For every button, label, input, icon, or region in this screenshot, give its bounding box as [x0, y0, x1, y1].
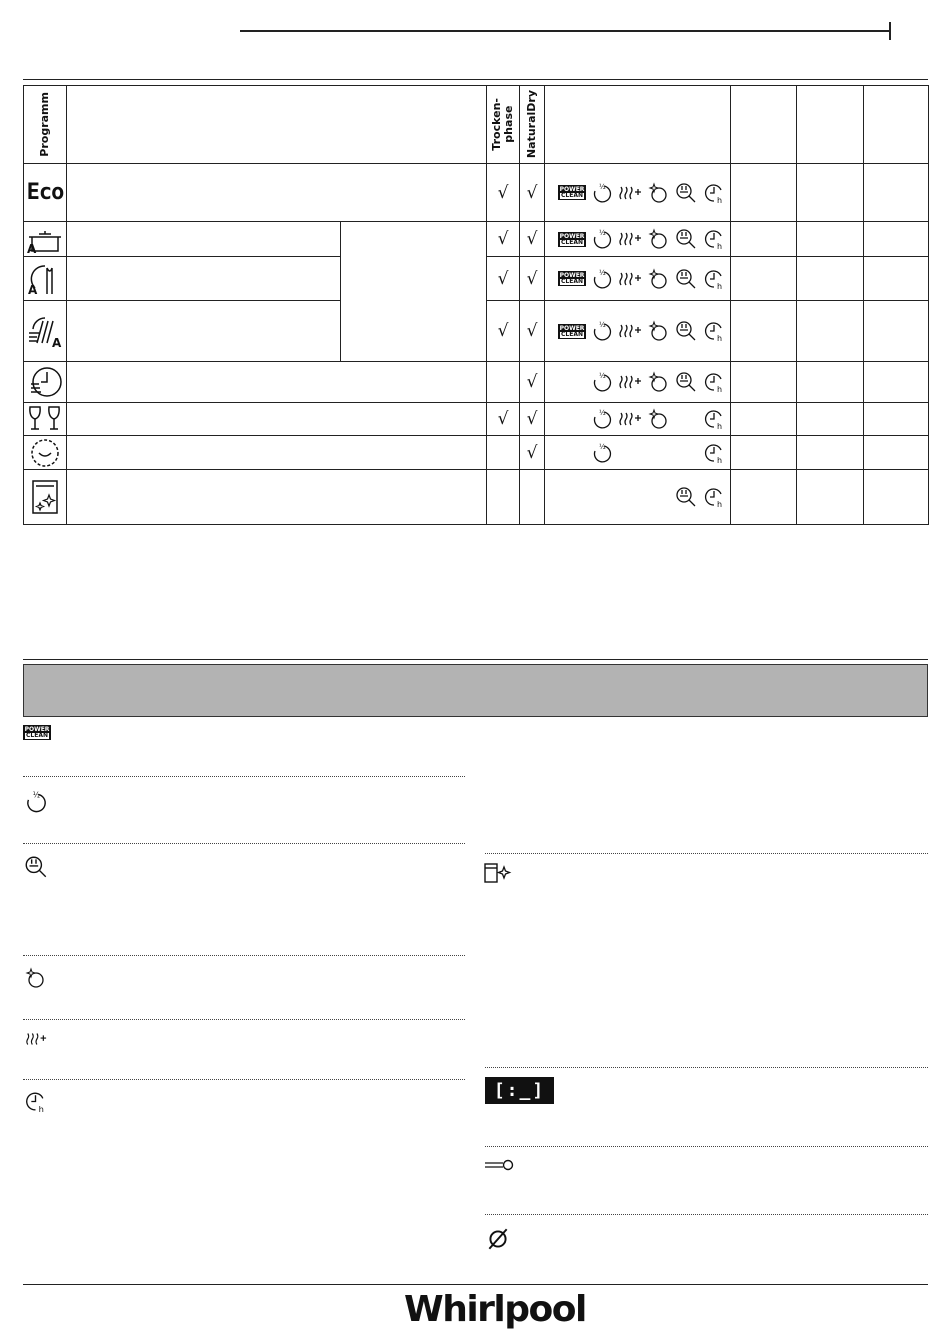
options-cell [545, 485, 730, 509]
svg-text:h: h [717, 195, 723, 205]
multizone-icon [674, 370, 698, 394]
svg-text:A: A [52, 336, 62, 349]
naturaldry-cell: √ [520, 257, 545, 301]
options-cell [545, 407, 730, 431]
svg-text:h: h [717, 385, 723, 394]
drying-cell: √ [487, 164, 520, 222]
half-load-icon [590, 267, 614, 291]
half-load-icon [590, 441, 614, 465]
svg-text:h: h [717, 281, 723, 291]
multizone-icon [674, 319, 698, 343]
self-clean-icon [484, 862, 512, 884]
plate-cutlery-a-icon [25, 260, 65, 298]
drying-cell [487, 362, 520, 403]
naturaldry-cell: √ [520, 436, 545, 470]
naturaldry-cell: √ [520, 301, 545, 362]
drying-cell [487, 436, 520, 470]
drying-cell: √ [487, 301, 520, 362]
options-cell [545, 227, 730, 251]
glasses-icon [25, 404, 65, 434]
dishes-a-icon [25, 313, 65, 349]
power-clean-icon: POWER CLEAN [24, 726, 50, 739]
divider [485, 1214, 928, 1215]
naturaldry-cell: √ [520, 164, 545, 222]
divider [485, 1067, 928, 1068]
no-symbol-icon [485, 1226, 511, 1252]
delay-icon [702, 319, 726, 343]
svg-text:½: ½ [32, 790, 41, 800]
sanitize-icon [646, 407, 670, 431]
multizone-icon [674, 181, 698, 205]
svg-text:h: h [717, 334, 723, 343]
program-table [23, 85, 929, 525]
half-load-icon [590, 319, 614, 343]
key-icon [484, 1158, 514, 1172]
divider [23, 1019, 465, 1020]
power-clean-icon: POWER CLEAN [559, 324, 585, 338]
table-row [24, 470, 929, 525]
half-load-icon [590, 181, 614, 205]
column-drying: Trocken- phase [490, 98, 515, 151]
table-top-rule [23, 79, 928, 80]
half-load-icon [590, 407, 614, 431]
extra-dry-icon [618, 267, 642, 291]
naturaldry-cell: √ [520, 362, 545, 403]
multizone-icon [674, 485, 698, 509]
svg-text:½: ½ [599, 442, 606, 451]
table-row [24, 403, 929, 436]
sanitize-icon [23, 966, 47, 990]
drying-cell: √ [487, 222, 520, 257]
delay-icon [702, 181, 726, 205]
naturaldry-cell [520, 470, 545, 525]
sanitize-icon [646, 181, 670, 205]
svg-text:h: h [717, 422, 723, 431]
delay-icon [702, 407, 726, 431]
drying-cell [487, 470, 520, 525]
table-row [24, 436, 929, 470]
divider [23, 1079, 465, 1080]
power-clean-icon: POWER CLEAN [559, 232, 585, 246]
drying-cell: √ [487, 257, 520, 301]
half-load-icon [590, 370, 614, 394]
options-cell [545, 267, 730, 291]
table-row [24, 164, 929, 222]
svg-text:½: ½ [599, 229, 606, 237]
extra-dry-icon [618, 181, 642, 205]
pot-a-icon [25, 223, 65, 255]
divider [485, 1146, 928, 1147]
delay-icon [702, 441, 726, 465]
multizone-icon [674, 227, 698, 251]
delay-icon [702, 485, 726, 509]
options-header-bar [23, 664, 928, 717]
drying-cell: √ [487, 403, 520, 436]
sanitize-icon [646, 227, 670, 251]
sanitize-icon [646, 319, 670, 343]
svg-text:½: ½ [599, 321, 606, 329]
naturaldry-cell: √ [520, 222, 545, 257]
svg-text:½: ½ [599, 409, 606, 417]
eco-icon: Eco [26, 180, 64, 205]
section-rule [23, 659, 928, 660]
delay-icon [702, 267, 726, 291]
svg-text:h: h [717, 455, 723, 465]
table-row [24, 362, 929, 403]
divider [23, 955, 465, 956]
delay-icon [702, 370, 726, 394]
svg-text:½: ½ [599, 182, 606, 191]
power-clean-icon: POWER CLEAN [559, 272, 585, 285]
divider [485, 853, 928, 854]
top-rule-end [889, 22, 891, 40]
divider [23, 843, 465, 844]
extra-dry-icon [618, 370, 642, 394]
half-load-icon [23, 789, 49, 815]
column-naturaldry: NaturalDry [525, 90, 538, 159]
options-cell [545, 319, 730, 343]
extra-dry-icon [618, 227, 642, 251]
options-cell [545, 441, 730, 465]
display-icon: [:_] [485, 1077, 554, 1104]
naturaldry-cell: √ [520, 403, 545, 436]
svg-text:½: ½ [599, 268, 606, 277]
extra-dry-icon [22, 1028, 50, 1050]
sanitize-icon [646, 370, 670, 394]
svg-text:A: A [28, 282, 38, 297]
extra-dry-icon [618, 319, 642, 343]
svg-text:½: ½ [599, 372, 606, 380]
top-rule [240, 30, 890, 32]
power-clean-icon: POWER CLEAN [559, 186, 585, 199]
svg-text:h: h [717, 500, 723, 509]
delay-icon [23, 1089, 48, 1114]
extra-dry-icon [618, 407, 642, 431]
sanitize-icon [646, 267, 670, 291]
svg-text:h: h [717, 242, 723, 251]
rinse-icon [25, 437, 65, 469]
multizone-icon [674, 267, 698, 291]
self-clean-icon [25, 475, 65, 519]
svg-text:h: h [38, 1103, 44, 1114]
quick-plate-icon [25, 364, 65, 400]
options-cell [545, 181, 730, 205]
delay-icon [702, 227, 726, 251]
table-row [24, 222, 929, 257]
column-program: Programm [38, 92, 51, 157]
brand-logo: Whirlpool [404, 1289, 586, 1330]
half-load-icon [590, 227, 614, 251]
table-header-row [24, 86, 929, 164]
footer-rule [23, 1284, 928, 1285]
options-cell [545, 370, 730, 394]
divider [23, 776, 465, 777]
multizone-icon [23, 854, 49, 880]
svg-text:A: A [27, 242, 37, 255]
